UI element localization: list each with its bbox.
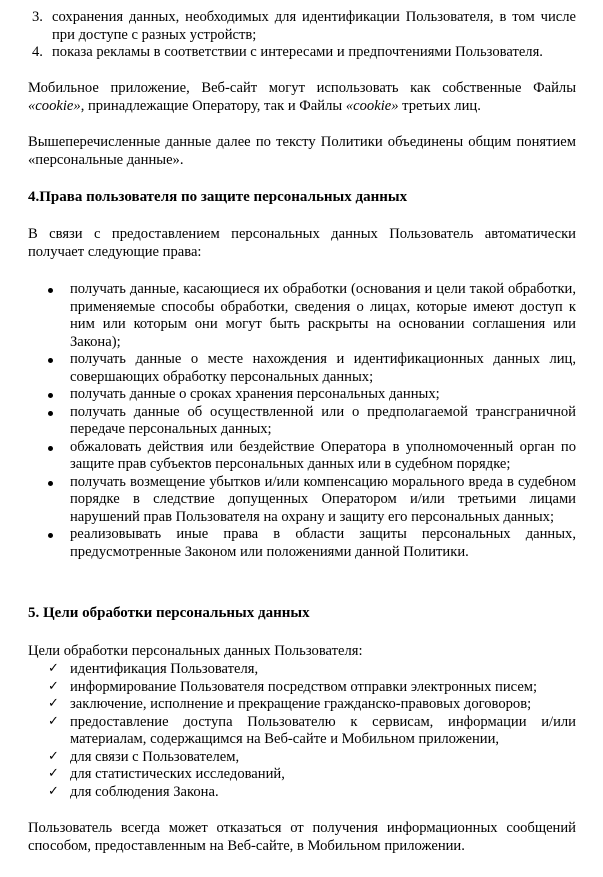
purpose-item <box>28 714 576 749</box>
rights-list <box>28 281 576 561</box>
bullet-icon <box>48 358 53 363</box>
cookie-term: «cookie» <box>28 97 81 114</box>
purpose-item-text: для статистических исследований, <box>70 766 285 782</box>
section-5-intro: Цели обработки персональных данных Пользователя: <box>28 643 363 659</box>
rights-item-text: реализовывать иные права в области защиты персональных данных, предусмотренные Законом или положениями данной Политики. <box>70 526 576 560</box>
section-5-heading: 5. Цели обработки персональных данных <box>28 605 310 621</box>
purpose-item-text: для соблюдения Закона. <box>70 783 219 800</box>
summary-paragraph: Вышеперечисленные данные далее по тексту Политики объединены общим понятием «персональные данные». <box>28 134 576 168</box>
purposes-list <box>28 661 576 801</box>
checkmark-icon: ✓ <box>48 696 59 711</box>
bullet-icon <box>48 446 53 451</box>
cookie-paragraph <box>28 80 576 115</box>
bullet-icon <box>48 411 53 416</box>
checkmark-icon: ✓ <box>48 678 59 694</box>
list-item <box>28 44 576 62</box>
checkmark-icon: ✓ <box>48 748 59 764</box>
numbered-list <box>28 9 576 62</box>
cookie-text-1: Мобильное приложение, Веб-сайт могут использовать как собственные Файлы <box>28 80 576 96</box>
bullet-icon <box>48 393 53 398</box>
rights-item <box>28 439 576 474</box>
section-4-intro: В связи с предоставлением персональных данных Пользователь автоматически получает следующие права: <box>28 226 576 260</box>
bullet-icon <box>48 533 53 538</box>
list-item <box>28 9 576 44</box>
rights-item <box>28 526 576 561</box>
rights-item <box>28 386 576 404</box>
rights-item <box>28 404 576 439</box>
purpose-item <box>28 749 576 767</box>
list-marker: 4. <box>32 44 43 60</box>
rights-item <box>28 281 576 351</box>
rights-item-text: получать данные о сроках хранения персональных данных; <box>70 386 440 402</box>
list-item-text: сохранения данных, необходимых для идентификации Пользователя, в том числе при доступе с разных устройств; <box>52 9 576 43</box>
purpose-item-text: идентификация Пользователя, <box>70 661 259 677</box>
checkmark-icon: ✓ <box>48 713 59 729</box>
rights-item <box>28 351 576 386</box>
checkmark-icon: ✓ <box>48 766 59 781</box>
list-item-text: показа рекламы в соответствии с интересами и предпочтениями Пользователя. <box>52 44 543 60</box>
bullet-icon <box>48 288 53 293</box>
cookie-term: «cookie» <box>345 97 399 114</box>
final-paragraph: Пользователь всегда может отказаться от получения информационных сообщений способом, предоставленным на Веб-сайте, в Мобильном приложении. <box>28 820 576 854</box>
list-marker: 3. <box>32 9 43 25</box>
checkmark-icon: ✓ <box>48 661 59 676</box>
section-4-heading: 4.Права пользователя по защите персональных данных <box>28 189 408 205</box>
purpose-item <box>28 679 576 697</box>
purpose-item <box>28 784 576 802</box>
purpose-item <box>28 696 576 714</box>
rights-item-text: получать данные о месте нахождения и идентификационных данных лиц, совершающих обработку персональных данных; <box>70 351 576 385</box>
checkmark-icon: ✓ <box>48 783 59 799</box>
rights-item-text: обжаловать действия или бездействие Оператора в уполномоченный орган по защите прав субъектов персональных данных или в судебном порядке; <box>70 438 576 472</box>
purpose-item-text: информирование Пользователя посредством отправки электронных писем; <box>70 678 538 695</box>
rights-item-text: получать возмещение убытков и/или компенсацию морального вреда в судебном порядке в следствие допущенных Оператором и/или третьими лицами нарушений прав Пользователя на охрану и защиту его персональных данных; <box>70 473 576 525</box>
purpose-item-text: предоставление доступа Пользователю к сервисам, информации и/или материалам, содержащимся на Веб-сайте и Мобильном приложении, <box>70 713 576 747</box>
purpose-item-text: заключение, исполнение и прекращение гражданско-правовых договоров; <box>70 696 532 712</box>
cookie-text-3: третьих лиц. <box>398 97 481 114</box>
rights-item-text: получать данные об осуществленной или о предполагаемой трансграничной передаче персональных данных; <box>70 403 576 437</box>
rights-item-text: получать данные, касающиеся их обработки (основания и цели такой обработки, применяемые способы обработки, сведения о лицах, которые имеют доступ к ним или которым они могут быть раскрыты на основании соглашения или Закона); <box>70 281 576 350</box>
purpose-item-text: для связи с Пользователем, <box>70 748 240 765</box>
purpose-item <box>28 661 576 679</box>
purpose-item <box>28 766 576 784</box>
bullet-icon <box>48 481 53 486</box>
cookie-text-2: , принадлежащие Оператору, так и Файлы <box>80 97 346 114</box>
rights-item <box>28 474 576 527</box>
